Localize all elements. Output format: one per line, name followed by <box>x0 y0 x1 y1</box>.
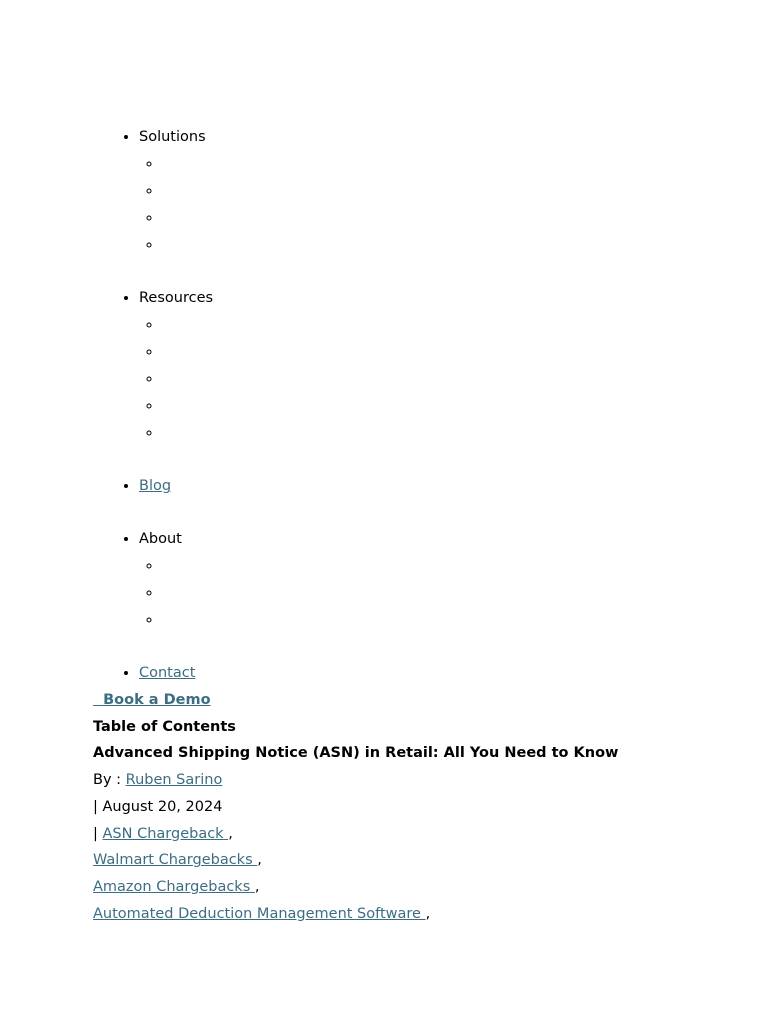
resources-submenu <box>139 312 693 447</box>
nav-item-solutions[interactable] <box>139 124 693 259</box>
category-comma: , <box>254 878 260 895</box>
category-link-amazon-chargebacks[interactable]: Amazon Chargebacks <box>93 878 251 895</box>
nav-link-blog[interactable]: Blog <box>139 478 172 494</box>
category-row <box>93 821 693 848</box>
category-row <box>93 874 693 901</box>
main-navigation <box>93 124 693 687</box>
submenu-item[interactable] <box>162 607 693 634</box>
nav-label-resources[interactable]: Resources <box>139 290 214 306</box>
nav-label-about[interactable]: About <box>139 531 182 547</box>
publish-date: | August 20, 2024 <box>93 798 223 815</box>
category-row <box>93 901 693 928</box>
category-link-walmart-chargebacks[interactable]: Walmart Chargebacks <box>93 852 253 869</box>
category-comma: , <box>257 852 262 869</box>
page-content <box>93 124 693 927</box>
nav-link-contact[interactable]: Contact <box>139 665 196 681</box>
category-comma: , <box>425 905 431 922</box>
about-submenu <box>139 553 693 634</box>
author-link[interactable]: Ruben Sarino <box>125 772 223 789</box>
nav-item-resources[interactable] <box>139 285 693 447</box>
submenu-item[interactable] <box>162 205 693 232</box>
book-demo-button[interactable] <box>93 692 211 708</box>
submenu-item[interactable] <box>162 312 693 339</box>
submenu-item[interactable] <box>162 232 693 259</box>
nav-item-blog[interactable] <box>139 473 693 500</box>
toc-title: Table of Contents <box>93 718 236 735</box>
category-link-automated-deduction-management-software[interactable]: Automated Deduction Management Software <box>93 905 421 922</box>
category-separator: | <box>93 825 98 842</box>
nav-item-about[interactable] <box>139 526 693 634</box>
submenu-item[interactable] <box>162 393 693 420</box>
submenu-item[interactable] <box>162 420 693 447</box>
submenu-item[interactable] <box>162 366 693 393</box>
category-row <box>93 847 693 874</box>
solutions-submenu <box>139 151 693 259</box>
category-comma: , <box>228 825 233 842</box>
submenu-item[interactable] <box>162 580 693 607</box>
category-link-asn-chargeback[interactable]: ASN Chargeback <box>102 825 224 842</box>
submenu-item[interactable] <box>162 151 693 178</box>
submenu-item[interactable] <box>162 339 693 366</box>
nav-item-contact[interactable] <box>139 660 693 687</box>
book-demo-label[interactable]: Book a Demo <box>103 692 211 708</box>
submenu-item[interactable] <box>162 178 693 205</box>
byline <box>93 767 693 794</box>
by-label: By : <box>93 772 122 789</box>
submenu-item[interactable] <box>162 553 693 580</box>
book-demo-row <box>93 687 693 714</box>
article-title: Advanced Shipping Notice (ASN) in Retail: All You Need to Know <box>93 745 619 762</box>
nav-label-solutions[interactable]: Solutions <box>139 129 206 145</box>
